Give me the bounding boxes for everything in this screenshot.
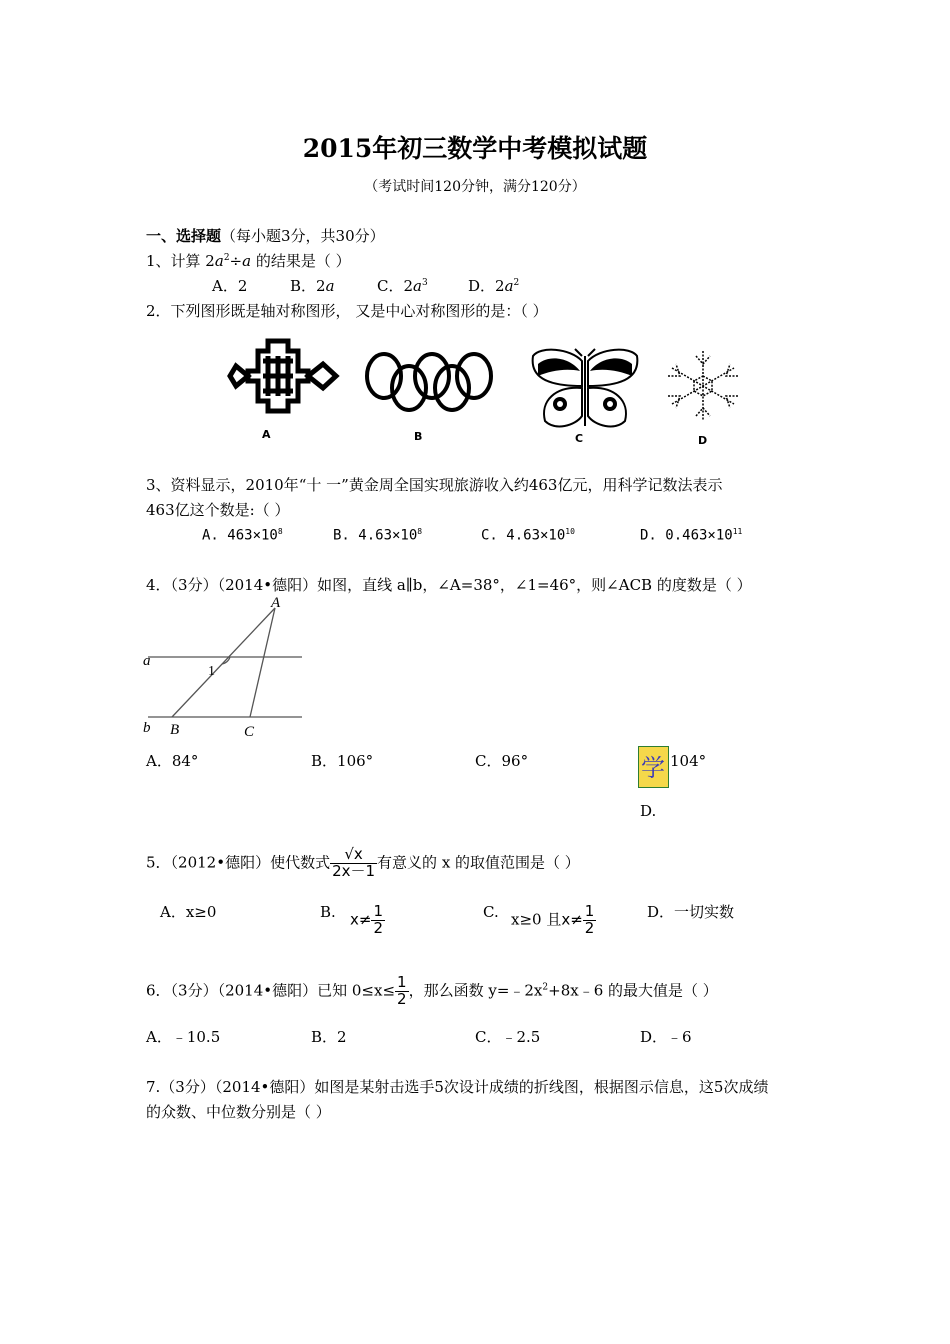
vertex-c-label: C	[244, 724, 255, 740]
q3-option-b	[333, 527, 422, 544]
q5-b-fraction	[371, 904, 385, 937]
q5-stem-prefix: 5．（2012•德阳）使代数式	[146, 853, 331, 872]
q1-d-prefix: D．2	[468, 277, 505, 295]
q5-option-a: A．x≥0	[160, 903, 217, 921]
q4-option-b: B．106°	[311, 752, 374, 770]
q3-c-text: C. 4.63×10	[481, 527, 566, 544]
q1-exp: 2	[223, 253, 230, 263]
question-5-stem	[146, 847, 580, 880]
line-b-label: b	[143, 720, 151, 736]
q3-a-exp: 8	[277, 527, 283, 536]
q3-option-d	[640, 527, 742, 544]
question-3-line1: 3、资料显示，2010年“十 一”黄金周全国实现旅游收入约463亿元，用科学记数法表示	[146, 476, 723, 494]
question-6-stem	[146, 975, 718, 1008]
q1-stem-prefix: 1、计算 2	[146, 252, 215, 270]
q5-expression	[330, 847, 377, 880]
q5-c-num: 1	[584, 902, 595, 920]
q4-option-d-value: 104°	[670, 752, 707, 770]
question-7-line2: 的众数、中位数分别是（ ）	[146, 1103, 331, 1121]
q1-option-d	[468, 277, 519, 295]
q6-exp: 2	[542, 982, 549, 993]
watermark-badge: 学	[638, 746, 669, 788]
figure-label-a: A	[262, 428, 271, 441]
q3-b-text: B. 4.63×10	[333, 527, 418, 544]
page-subtitle: （考试时间120分钟，满分120分）	[364, 179, 586, 195]
q1-div: ÷	[229, 252, 243, 270]
vertex-b-label: B	[170, 722, 180, 738]
q5-option-d: D．一切实数	[647, 903, 735, 921]
q4-option-d-letter: D.	[640, 802, 657, 820]
q1-c-prefix: C．2	[377, 277, 414, 295]
q5-c-text: x≥0 且	[511, 910, 562, 929]
q5-expression-numerator: √x	[330, 847, 377, 864]
q3-c-exp: 10	[565, 527, 575, 536]
question-1-stem	[146, 252, 351, 270]
q1-b-prefix: B．2	[290, 277, 326, 295]
angle-1-label: 1	[208, 664, 215, 679]
q6-stem-prefix: 6．（3分）（2014•德阳）已知 0≤x≤	[146, 981, 396, 1000]
q1-option-c	[377, 277, 428, 295]
question-7-line1: 7.（3分）（2014•德阳）如图是某射击选手5次设计成绩的折线图，根据图示信息，这5次成绩	[146, 1078, 769, 1096]
q6-option-d: D．﹣6	[640, 1028, 692, 1046]
chinese-knot-figure	[228, 336, 338, 416]
q1-c-exp: 3	[421, 278, 428, 288]
q1-var: a	[214, 252, 224, 270]
q6-fraction	[395, 975, 409, 1008]
q1-option-b	[290, 277, 335, 295]
q3-d-exp: 11	[732, 527, 743, 536]
q4-option-a: A．84°	[146, 752, 199, 770]
q3-d-text: D. 0.463×10	[640, 527, 733, 544]
page-title: 2015年初三数学中考模拟试题	[302, 134, 648, 163]
q3-a-text: A. 463×10	[202, 527, 278, 544]
q5-expression-denominator: 2x－1	[332, 861, 376, 880]
q5-option-b-expr	[350, 904, 385, 937]
q1-d-exp: 2	[513, 278, 520, 288]
q5-b-num: 1	[373, 902, 383, 920]
q5-c-neq: x≠	[561, 910, 583, 929]
q6-option-c: C．﹣2.5	[475, 1028, 541, 1046]
section-heading	[146, 227, 385, 245]
q5-option-c-expr	[511, 904, 596, 937]
q1-b-var: a	[325, 277, 335, 295]
q5-option-b-letter: B.	[320, 903, 336, 921]
q5-option-c-letter: C.	[483, 903, 499, 921]
q1-d-var: a	[504, 277, 514, 295]
question-4-stem: 4．（3分）（2014•德阳）如图，直线 a∥b，∠A=38°，∠1=46°，则∠ACB 的度数是（ ）	[146, 576, 752, 594]
q1-c-var: a	[413, 277, 422, 295]
question-3-line2: 463亿这个数是:（ ）	[146, 501, 290, 519]
butterfly-figure	[530, 346, 640, 431]
q1-option-a: A．2	[212, 277, 248, 295]
q3-b-exp: 8	[417, 527, 423, 536]
vertex-a-label: A	[271, 595, 281, 611]
q1-stem-suffix: 的结果是（ ）	[251, 252, 351, 270]
q4-option-c: C．96°	[475, 752, 529, 770]
section-note: （每小题3分，共30分）	[221, 227, 385, 245]
olympic-rings-figure	[364, 350, 494, 415]
figure-label-c: C	[575, 432, 584, 445]
q5-c-fraction	[583, 904, 597, 937]
parallel-lines-triangle-figure	[140, 594, 305, 742]
q1-var2: a	[242, 252, 252, 270]
figure-label-d: D	[698, 434, 708, 447]
question-2-stem: 2．下列图形既是轴对称图形， 又是中心对称图形的是：（ ）	[146, 302, 548, 320]
q5-c-den: 2	[584, 918, 595, 937]
q6-stem-mid: ，那么函数 y=﹣2x	[408, 981, 543, 1000]
q6-option-a: A．﹣10.5	[146, 1028, 221, 1046]
q5-b-neq: x≠	[350, 910, 372, 929]
q6-frac-den: 2	[397, 989, 407, 1008]
q6-option-b: B．2	[311, 1028, 347, 1046]
q5-stem-suffix: 有意义的 x 的取值范围是（ ）	[377, 853, 580, 872]
q6-frac-num: 1	[397, 973, 407, 991]
q5-b-den: 2	[373, 918, 383, 937]
q6-stem-suffix: +8x﹣6 的最大值是（ ）	[548, 981, 718, 1000]
section-title: 一、选择题	[146, 227, 222, 245]
q3-option-c	[481, 527, 575, 544]
line-a-label: a	[143, 653, 151, 669]
figure-label-b: B	[414, 430, 423, 443]
q3-option-a	[202, 527, 283, 544]
snowflake-figure	[660, 346, 746, 426]
